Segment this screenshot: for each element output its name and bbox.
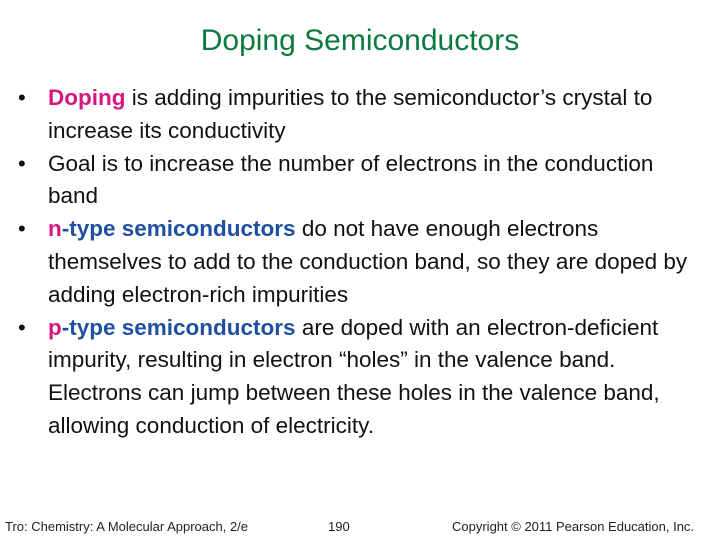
bullet-item-goal: [18, 148, 708, 214]
slide-title: Doping Semiconductors: [200, 24, 520, 57]
bullet-text: are doped with an electron-deficient impurity, resulting in electron “holes” in the valence band. Electrons can jump between these holes in the valence band, allowing conduction of electricity.: [48, 314, 660, 438]
bullet-text: is adding impurities to the semiconductor’s crystal to increase its conductivity: [48, 85, 653, 143]
bullet-term-rest: -type semiconductors: [61, 314, 296, 340]
bullet-list: [18, 82, 708, 443]
footer-copyright: Copyright © 2011 Pearson Education, Inc.: [452, 519, 695, 534]
bullet-item-p-type: [18, 312, 708, 443]
footer-source: Tro: Chemistry: A Molecular Approach, 2/e: [5, 519, 249, 534]
footer-page-number: 190: [328, 519, 350, 534]
bullet-term: Doping: [48, 85, 126, 110]
bullet-marker: •: [18, 150, 26, 176]
bullet-item-doping: [18, 82, 708, 148]
bullet-term: p: [48, 314, 62, 340]
bullet-text: do not have enough electrons themselves to add to the conduction band, so they are doped by adding electron-rich impurities: [48, 216, 688, 307]
bullet-term-rest: -type semiconductors: [61, 216, 296, 242]
bullet-marker: •: [18, 85, 26, 110]
bullet-item-n-type: [18, 213, 708, 311]
bullet-text: Goal is to increase the number of electrons in the conduction band: [48, 150, 654, 209]
bullet-marker: •: [18, 216, 26, 242]
bullet-term: n: [48, 216, 62, 242]
bullet-marker: •: [18, 314, 26, 340]
